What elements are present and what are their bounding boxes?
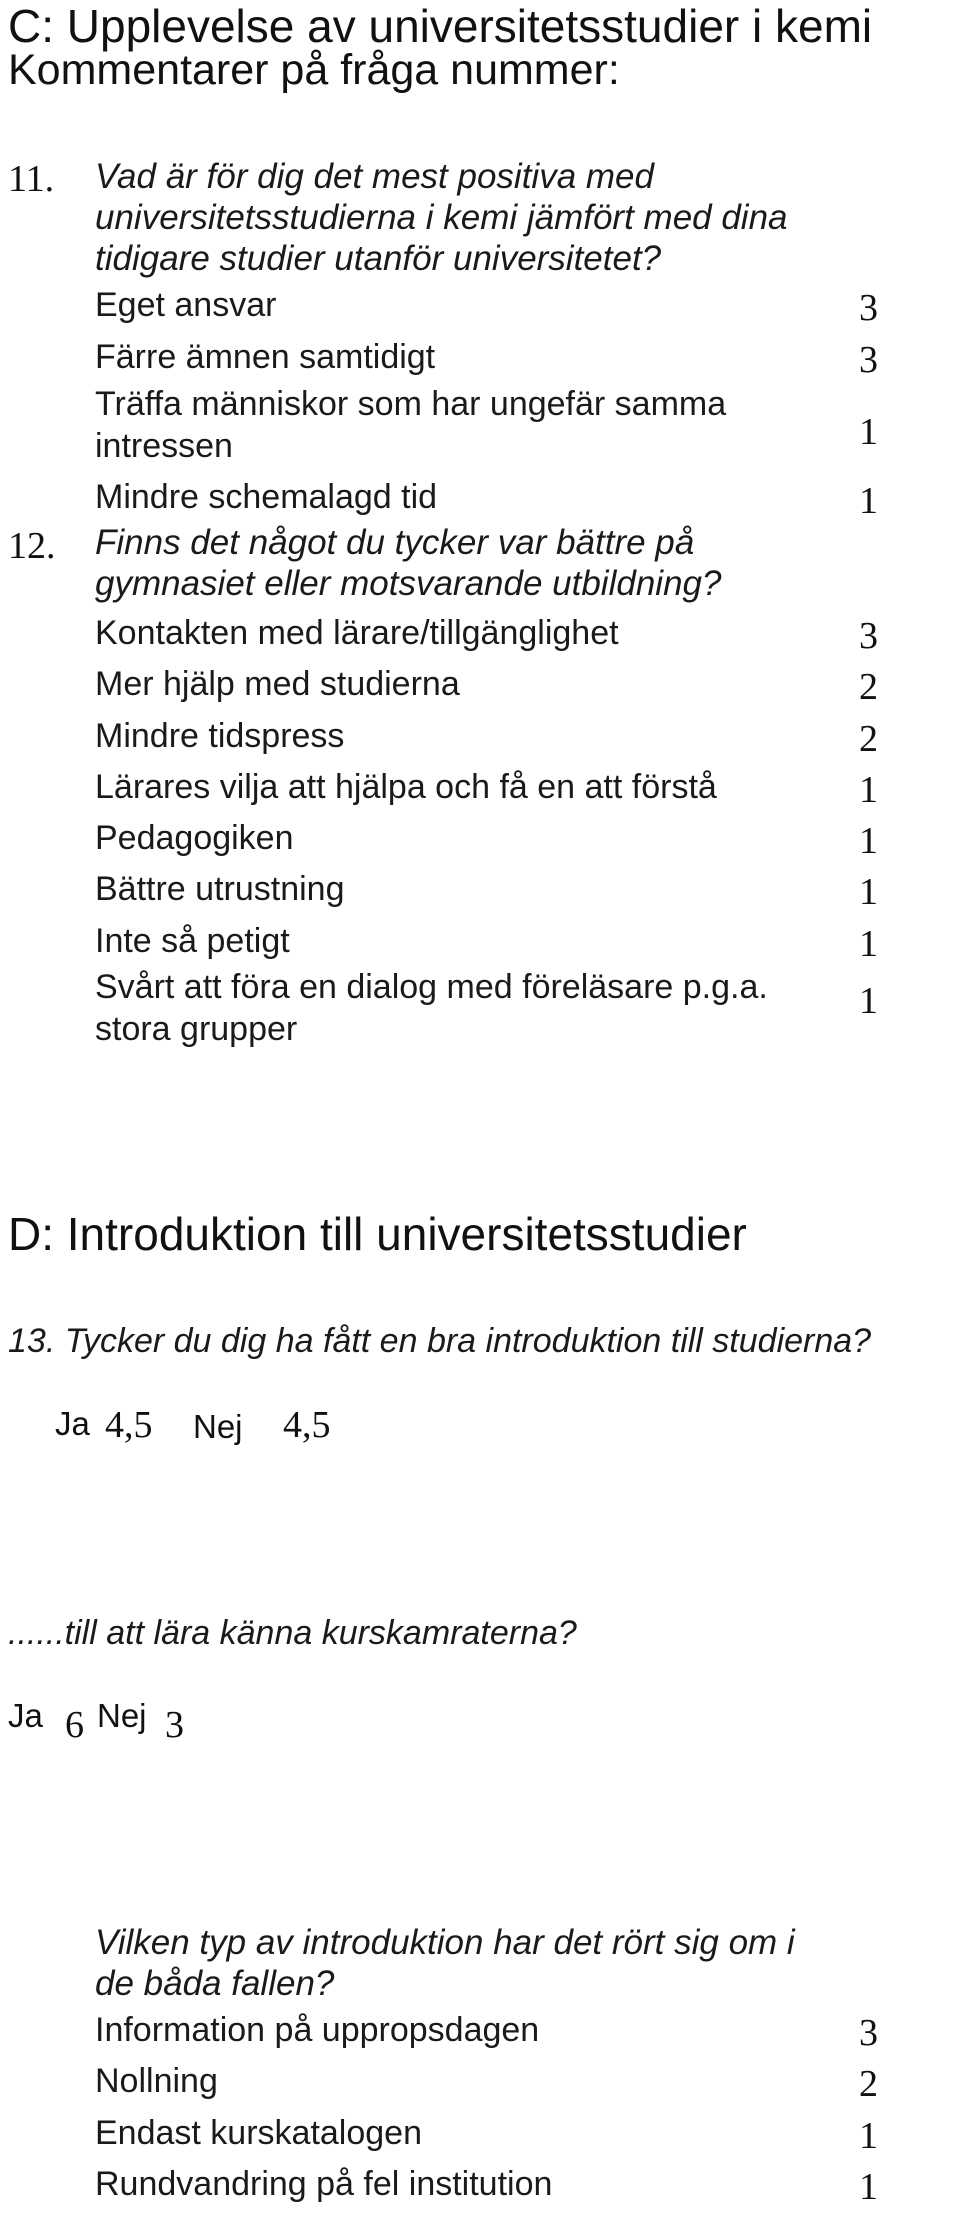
- answer-count: 3: [859, 339, 878, 381]
- answer-label: Färre ämnen samtidigt: [95, 338, 436, 376]
- answer-count: 1: [859, 480, 878, 522]
- answer-label: Pedagogiken: [95, 819, 294, 857]
- answer-label: Svårt att föra en dialog med föreläsare p.g.a.: [95, 968, 768, 1006]
- answer-count: 1: [859, 411, 878, 453]
- question-13-text: 13. Tycker du dig ha fått en bra introduktion till studierna?: [8, 1322, 872, 1360]
- answer-label: Mindre tidspress: [95, 717, 345, 755]
- question-11-text-line-1: Vad är för dig det mest positiva med: [95, 157, 654, 196]
- answer-count: 2: [859, 666, 878, 708]
- section-c-title: C: Upplevelse av universitetsstudier i kemi: [8, 0, 873, 52]
- answer-count: 3: [859, 287, 878, 329]
- answer-label: Mer hjälp med studierna: [95, 665, 460, 703]
- question-12-number: 12.: [8, 525, 56, 567]
- question-11-text-line-2: universitetsstudierna i kemi jämfört med dina: [95, 198, 788, 237]
- ja-label: Ja: [55, 1405, 90, 1442]
- question-13b-text: ......till att lära känna kurskamraterna?: [8, 1614, 577, 1652]
- answer-label: Kontakten med lärare/tillgänglighet: [95, 614, 619, 652]
- answer-label-continued: stora grupper: [95, 1010, 298, 1048]
- answer-label: Nollning: [95, 2062, 218, 2100]
- answer-count: 1: [859, 2166, 878, 2208]
- answer-count: 2: [859, 718, 878, 760]
- section-d-title: D: Introduktion till universitetsstudier: [8, 1208, 747, 1260]
- answer-count: 1: [859, 769, 878, 811]
- ja-value: 4,5: [105, 1404, 153, 1446]
- answer-label: Bättre utrustning: [95, 870, 345, 908]
- answer-count: 1: [859, 923, 878, 965]
- answer-label: Information på uppropsdagen: [95, 2011, 540, 2049]
- question-13c-text-line-2: de båda fallen?: [95, 1964, 335, 2003]
- question-12-text-line-2: gymnasiet eller motsvarande utbildning?: [95, 564, 722, 603]
- answer-label: Endast kurskatalogen: [95, 2114, 422, 2152]
- answer-label: Rundvandring på fel institution: [95, 2165, 553, 2203]
- nej-label: Nej: [97, 1697, 147, 1734]
- nej-label: Nej: [193, 1408, 243, 1445]
- question-13c-text-line-1: Vilken typ av introduktion har det rört sig om i: [95, 1923, 795, 1962]
- section-c-subtitle: Kommentarer på fråga nummer:: [8, 46, 620, 94]
- answer-count: 2: [859, 2063, 878, 2105]
- answer-label: Eget ansvar: [95, 286, 277, 324]
- answer-count: 1: [859, 2115, 878, 2157]
- answer-count: 1: [859, 980, 878, 1022]
- answer-label-continued: intressen: [95, 427, 233, 465]
- answer-count: 1: [859, 820, 878, 862]
- answer-count: 1: [859, 871, 878, 913]
- answer-label: Inte så petigt: [95, 922, 290, 960]
- nej-value: 3: [165, 1704, 184, 1746]
- ja-value: 6: [65, 1704, 84, 1746]
- question-12-text-line-1: Finns det något du tycker var bättre på: [95, 523, 695, 562]
- answer-label: Mindre schemalagd tid: [95, 478, 438, 516]
- answer-label: Träffa människor som har ungefär samma: [95, 385, 727, 423]
- answer-count: 3: [859, 615, 878, 657]
- question-11-text-line-3: tidigare studier utanför universitetet?: [95, 239, 662, 278]
- question-11-number: 11.: [8, 158, 55, 200]
- answer-count: 3: [859, 2012, 878, 2054]
- answer-label: Lärares vilja att hjälpa och få en att förstå: [95, 768, 717, 806]
- nej-value: 4,5: [283, 1404, 331, 1446]
- ja-label: Ja: [8, 1697, 43, 1734]
